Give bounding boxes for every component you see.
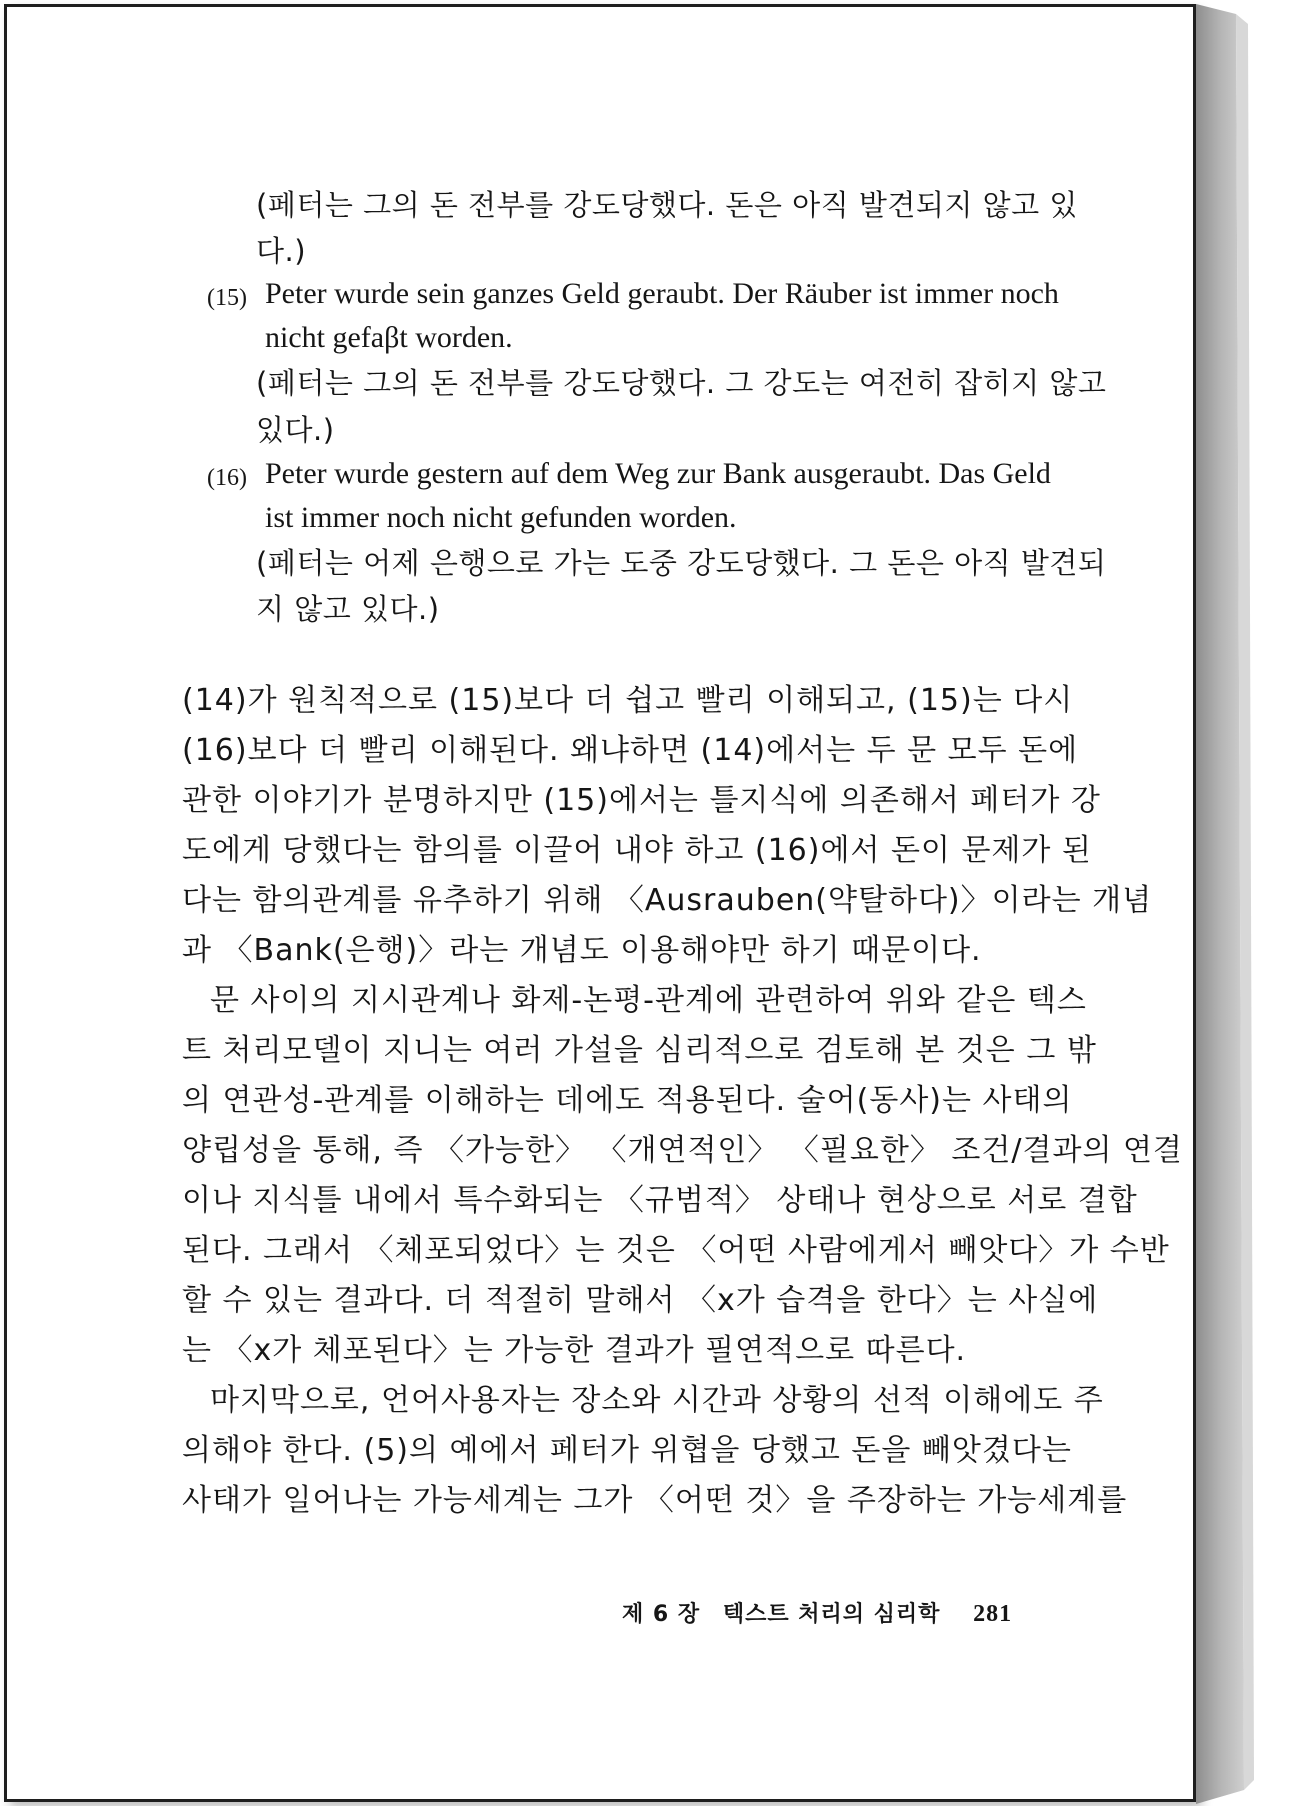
body-line: 할 수 있는 결과다. 더 적절히 말해서 〈x가 습격을 한다〉는 사실에 <box>182 1283 1099 1318</box>
korean-translation-line: 다.) <box>256 234 307 268</box>
korean-translation-line: 있다.) <box>256 413 335 447</box>
body-line: 트 처리모델이 지니는 여러 가설을 심리적으로 검토해 본 것은 그 밖 <box>182 1033 1097 1068</box>
body-line: 다는 함의관계를 유추하기 위해 〈Ausrauben(약탈하다)〉이라는 개념 <box>182 883 1153 918</box>
body-line: 마지막으로, 언어사용자는 장소와 시간과 상황의 선적 이해에도 주 <box>210 1383 1104 1418</box>
example-number: (15) <box>207 285 247 311</box>
german-sentence-line: nicht gefaβt worden. <box>265 321 513 354</box>
example-number: (16) <box>207 465 247 491</box>
page-edge-shading <box>1196 0 1300 1806</box>
body-line: 이나 지식틀 내에서 특수화되는 〈규범적〉 상태나 현상으로 서로 결합 <box>182 1183 1138 1218</box>
body-line: 문 사이의 지시관계나 화제-논평-관계에 관련하여 위와 같은 텍스 <box>210 983 1087 1018</box>
korean-translation-line: (페터는 그의 돈 전부를 강도당했다. 그 강도는 여전히 잡히지 않고 <box>256 366 1107 400</box>
body-line: 의해야 한다. (5)의 예에서 페터가 위협을 당했고 돈을 빼앗겼다는 <box>182 1433 1072 1468</box>
body-line: 사태가 일어나는 가능세계는 그가 〈어떤 것〉을 주장하는 가능세계를 <box>182 1483 1128 1518</box>
chapter-label: 제 6 장 <box>622 1602 701 1627</box>
chapter-title: 텍스트 처리의 심리학 <box>722 1602 941 1627</box>
body-line: 양립성을 통해, 즉 〈가능한〉 〈개연적인〉 〈필요한〉 조건/결과의 연결 <box>182 1133 1183 1168</box>
german-sentence-line: Peter wurde gestern auf dem Weg zur Bank ausgeraubt. Das Geld <box>265 457 1051 490</box>
page-number: 281 <box>973 1601 1013 1627</box>
running-footer <box>622 1597 1012 1628</box>
body-line: 과 〈Bank(은행)〉라는 개념도 이용해야만 하기 때문이다. <box>182 933 982 968</box>
korean-translation-line: (페터는 그의 돈 전부를 강도당했다. 돈은 아직 발견되지 않고 있 <box>256 188 1078 222</box>
korean-translation-line: (페터는 어제 은행으로 가는 도중 강도당했다. 그 돈은 아직 발견되 <box>256 546 1107 580</box>
body-line: (16)보다 더 빨리 이해된다. 왜냐하면 (14)에서는 두 문 모두 돈에 <box>182 733 1079 768</box>
body-line: 관한 이야기가 분명하지만 (15)에서는 틀지식에 의존해서 페터가 강 <box>182 783 1101 818</box>
body-line: (14)가 원칙적으로 (15)보다 더 쉽고 빨리 이해되고, (15)는 다시 <box>182 683 1074 718</box>
body-line: 는 〈x가 체포된다〉는 가능한 결과가 필연적으로 따른다. <box>182 1333 967 1368</box>
german-sentence-line: Peter wurde sein ganzes Geld geraubt. Der Räuber ist immer noch <box>265 277 1059 310</box>
german-sentence-line: ist immer noch nicht gefunden worden. <box>265 501 737 534</box>
korean-translation-line: 지 않고 있다.) <box>256 592 440 626</box>
body-line: 된다. 그래서 〈체포되었다〉는 것은 〈어떤 사람에게서 빼앗다〉가 수반 <box>182 1233 1170 1268</box>
body-line: 의 연관성-관계를 이해하는 데에도 적용된다. 술어(동사)는 사태의 <box>182 1083 1073 1118</box>
body-line: 도에게 당했다는 함의를 이끌어 내야 하고 (16)에서 돈이 문제가 된 <box>182 833 1092 868</box>
